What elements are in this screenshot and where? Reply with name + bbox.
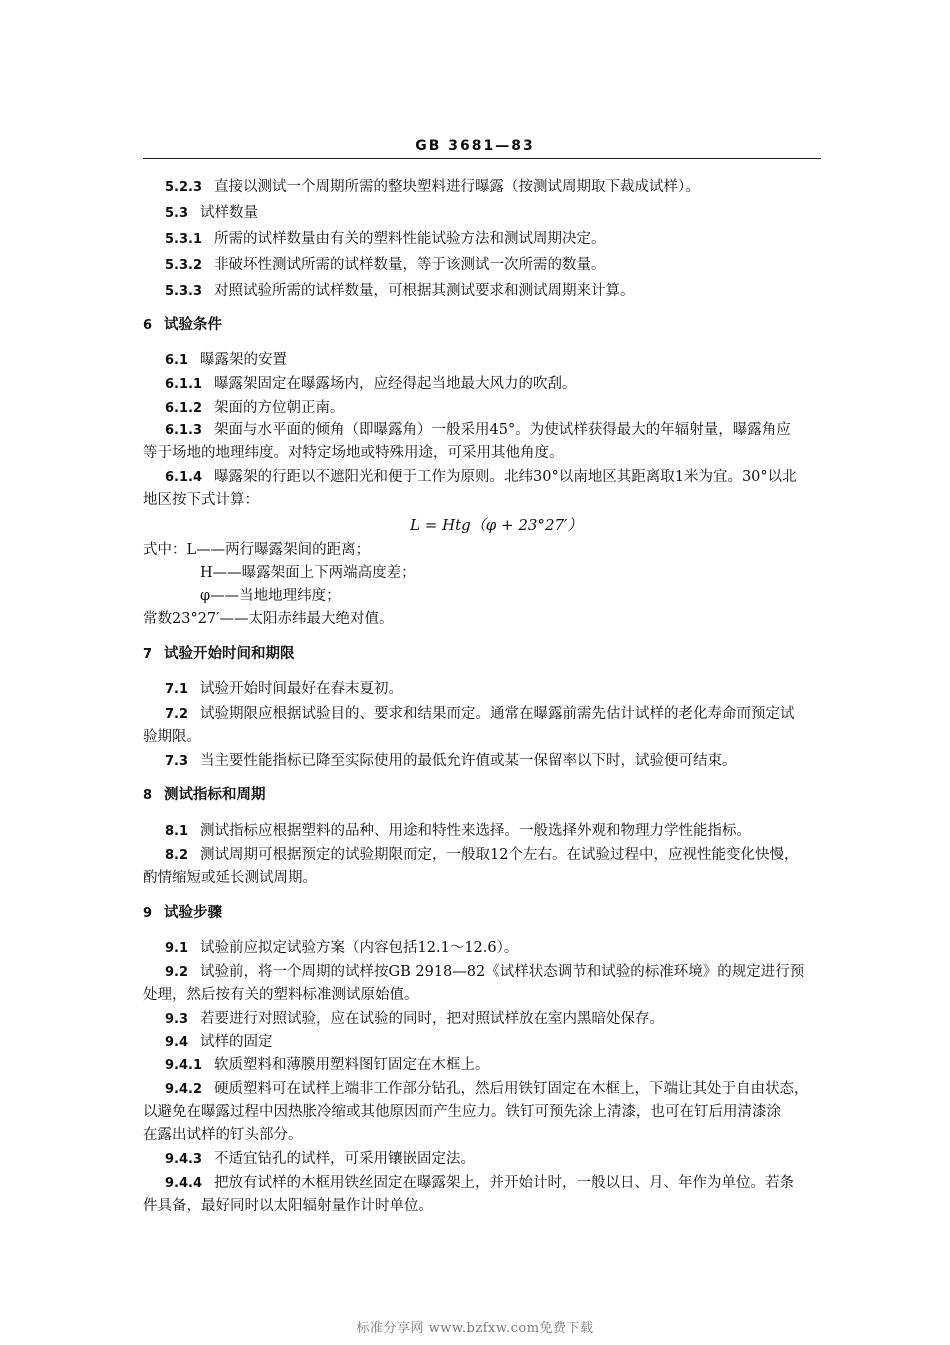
formula-legend-h: H——曝露架面上下两端高度差； xyxy=(200,565,416,581)
clause-9-2: 9.2 试验前，将一个周期的试样按GB 2918—82《试样状态调节和试验的标准环境》的规定进行预 xyxy=(165,964,805,980)
formula-legend-l: 式中：L——两行曝露架间的距离； xyxy=(143,542,371,558)
clause-6-1-4-cont: 地区按下式计算： xyxy=(143,492,259,508)
clause-9-3: 9.3 若要进行对照试验，应在试验的同时，把对照试样放在室内黑暗处保存。 xyxy=(165,1011,665,1027)
section-6-heading: 6 试验条件 xyxy=(143,317,223,333)
clause-7-2-cont: 验期限。 xyxy=(143,729,201,745)
clause-9-1: 9.1 试验前应拟定试验方案（内容包括12.1～12.6）。 xyxy=(165,940,519,956)
clause-9-4-4: 9.4.4 把放有试样的木框用铁丝固定在曝露架上，并开始计时，一般以日、月、年作为单位。若条 xyxy=(165,1175,795,1191)
clause-6-1-3-cont: 等于场地的地理纬度。对特定场地或特殊用途，可采用其他角度。 xyxy=(143,445,564,461)
clause-8-1: 8.1 测试指标应根据塑料的品种、用途和特性来选择。一般选择外观和物理力学性能指标。 xyxy=(165,823,752,839)
clause-5-3-1: 5.3.1 所需的试样数量由有关的塑料性能试验方法和测试周期决定。 xyxy=(165,231,606,247)
clause-5-3-3: 5.3.3 对照试验所需的试样数量，可根据其测试要求和测试周期来计算。 xyxy=(165,283,635,299)
clause-6-1: 6.1 曝露架的安置 xyxy=(165,352,288,368)
formula-legend-constant: 常数23°27′——太阳赤纬最大绝对值。 xyxy=(143,611,394,627)
clause-9-4-3: 9.4.3 不适宜钻孔的试样，可采用镶嵌固定法。 xyxy=(165,1151,476,1167)
clause-9-4-1: 9.4.1 软质塑料和薄膜用塑料图钉固定在木框上。 xyxy=(165,1057,490,1073)
clause-7-3: 7.3 当主要性能指标已降至实际使用的最低允许值或某一保留率以下时，试验便可结束。 xyxy=(165,753,737,769)
clause-6-1-1: 6.1.1 曝露架固定在曝露场内，应经得起当地最大风力的吹刮。 xyxy=(165,376,577,392)
clause-6-1-4: 6.1.4 曝露架的行距以不遮阳光和便于工作为原则。北纬30°以南地区其距离取1米为宜。30°以北 xyxy=(165,469,797,485)
clause-8-2: 8.2 测试周期可根据预定的试验期限而定，一般取12个左右。在试验过程中，应视性能变化快慢， xyxy=(165,847,799,863)
clause-6-1-3: 6.1.3 架面与水平面的倾角（即曝露角）一般采用45°。为使试样获得最大的年辐射量，曝露角应 xyxy=(165,422,791,438)
section-9-heading: 9 试验步骤 xyxy=(143,905,223,921)
clause-5-3: 5.3 试样数量 xyxy=(165,205,259,221)
clause-9-4: 9.4 试样的固定 xyxy=(165,1034,273,1050)
clause-6-1-2: 6.1.2 架面的方位朝正南。 xyxy=(165,400,345,416)
clause-7-2: 7.2 试验期限应根据试验目的、要求和结果而定。通常在曝露前需先估计试样的老化寿命而预定试 xyxy=(165,706,795,722)
clause-5-3-2: 5.3.2 非破坏性测试所需的试样数量，等于该测试一次所需的数量。 xyxy=(165,257,606,273)
clause-8-2-cont: 酌情缩短或延长测试周期。 xyxy=(143,870,317,886)
standard-code-header: GB 3681—83 xyxy=(415,138,535,154)
clause-9-4-2-cont-2: 在露出试样的钉头部分。 xyxy=(143,1127,303,1143)
header-divider xyxy=(143,158,821,159)
clause-9-4-2-cont-1: 以避免在曝露过程中因热胀冷缩或其他原因而产生应力。铁钉可预先涂上清漆，也可在钉后用清漆涂 xyxy=(143,1104,781,1120)
clause-9-4-2: 9.4.2 硬质塑料可在试样上端非工作部分钻孔，然后用铁钉固定在木框上，下端让其处于自由状态， xyxy=(165,1081,809,1097)
spacing-formula: L = Htg（φ + 23°27′） xyxy=(410,516,583,534)
clause-9-4-4-cont: 件具备，最好同时以太阳辐射量作计时单位。 xyxy=(143,1198,433,1214)
section-7-heading: 7 试验开始时间和期限 xyxy=(143,646,295,662)
clause-9-2-cont: 处理，然后按有关的塑料标准测试原始值。 xyxy=(143,987,419,1003)
clause-7-1: 7.1 试验开始时间最好在春末夏初。 xyxy=(165,681,404,697)
section-8-heading: 8 测试指标和周期 xyxy=(143,787,266,803)
clause-5-2-3: 5.2.3 直接以测试一个周期所需的整块塑料进行曝露（按测试周期取下裁成试样）。 xyxy=(165,179,700,195)
formula-legend-phi: φ——当地地理纬度； xyxy=(200,588,341,604)
watermark-footer: 标准分享网 www.bzfxw.com免费下载 xyxy=(356,1321,594,1336)
